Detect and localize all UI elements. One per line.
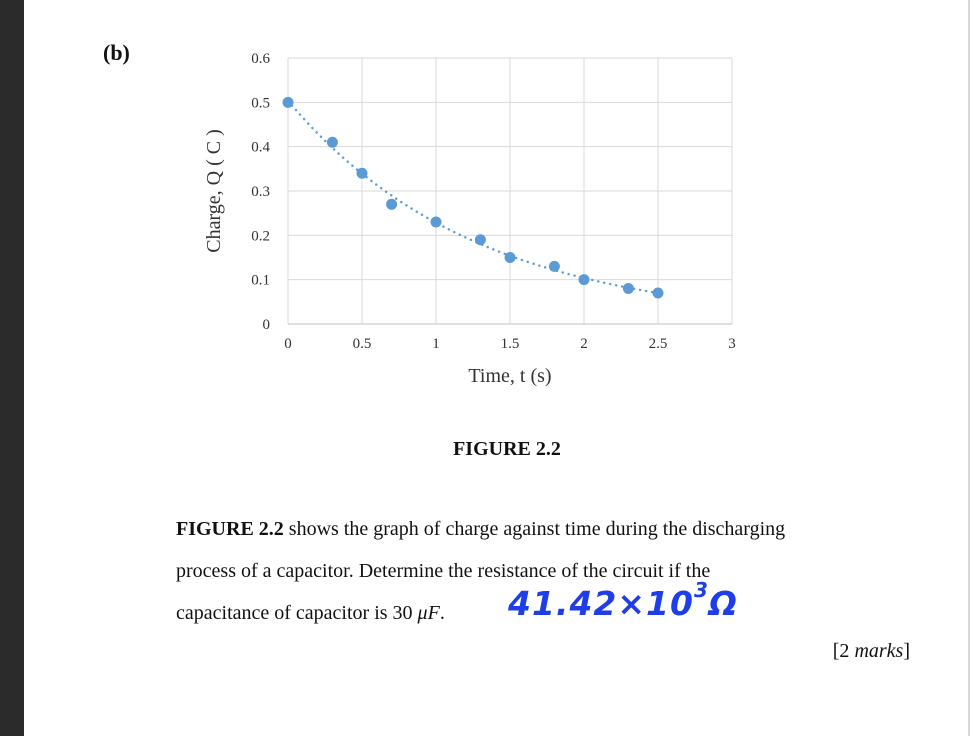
x-tick-label: 3 [728,336,736,352]
question-line-3 [176,602,445,625]
y-tick-label: 0.4 [251,139,270,156]
chart-gridlines [288,58,732,324]
marks-open: [2 [832,640,855,662]
data-point [579,274,590,285]
charge-time-chart [190,40,770,400]
data-point [549,261,560,272]
data-point [623,283,634,294]
x-tick-label: 0 [284,336,292,352]
y-tick-label: 0.3 [251,184,270,200]
x-tick-label: 1.5 [500,336,520,352]
question-line-3-text: capacitance of capacitor is 30 [176,602,418,624]
data-point [357,168,368,179]
y-tick-label: 0.6 [251,51,270,67]
x-tick-label: 2.5 [648,336,668,352]
question-line-1-text: shows the graph of charge against time during the discharging [283,518,786,540]
data-point [327,137,338,148]
y-tick-labels [251,51,270,333]
marks-close: ] [903,640,910,662]
marks-label [833,640,910,663]
data-point [505,252,516,263]
x-tick-labels [284,336,736,352]
y-tick-label: 0.5 [251,95,270,112]
answer-exponent: 3 [693,578,709,602]
x-tick-label: 0.5 [352,336,372,352]
data-point [386,199,397,210]
question-line-1 [176,518,785,541]
handwritten-answer [508,578,738,623]
x-axis-label: Time, t (s) [468,365,552,387]
x-tick-label: 2 [580,336,588,352]
y-tick-label: 0.2 [251,228,270,245]
data-points [283,97,664,299]
part-label: (b) [103,40,130,65]
question-line-2: process of a capacitor. Determine the resistance of the circuit if the [176,560,711,582]
answer-value: 41.42×10 [508,584,694,623]
left-border [0,0,24,736]
x-tick-label: 1 [432,336,440,352]
figure-caption: FIGURE 2.2 [453,438,561,460]
exponential-trendline [288,101,658,293]
y-axis-label: Charge, Q ( C ) [203,129,225,253]
marks-text: marks [854,640,904,662]
y-tick-label: 0 [262,317,270,333]
answer-unit: Ω [708,584,738,623]
data-point [475,234,486,245]
data-point [431,217,442,228]
data-point [283,97,294,108]
y-tick-label: 0.1 [251,272,270,289]
question-line-3-end: . [439,602,445,624]
unit-symbol: μF [417,602,440,624]
trendline [288,101,658,293]
figure-reference: FIGURE 2.2 [176,518,284,540]
data-point [653,287,664,298]
